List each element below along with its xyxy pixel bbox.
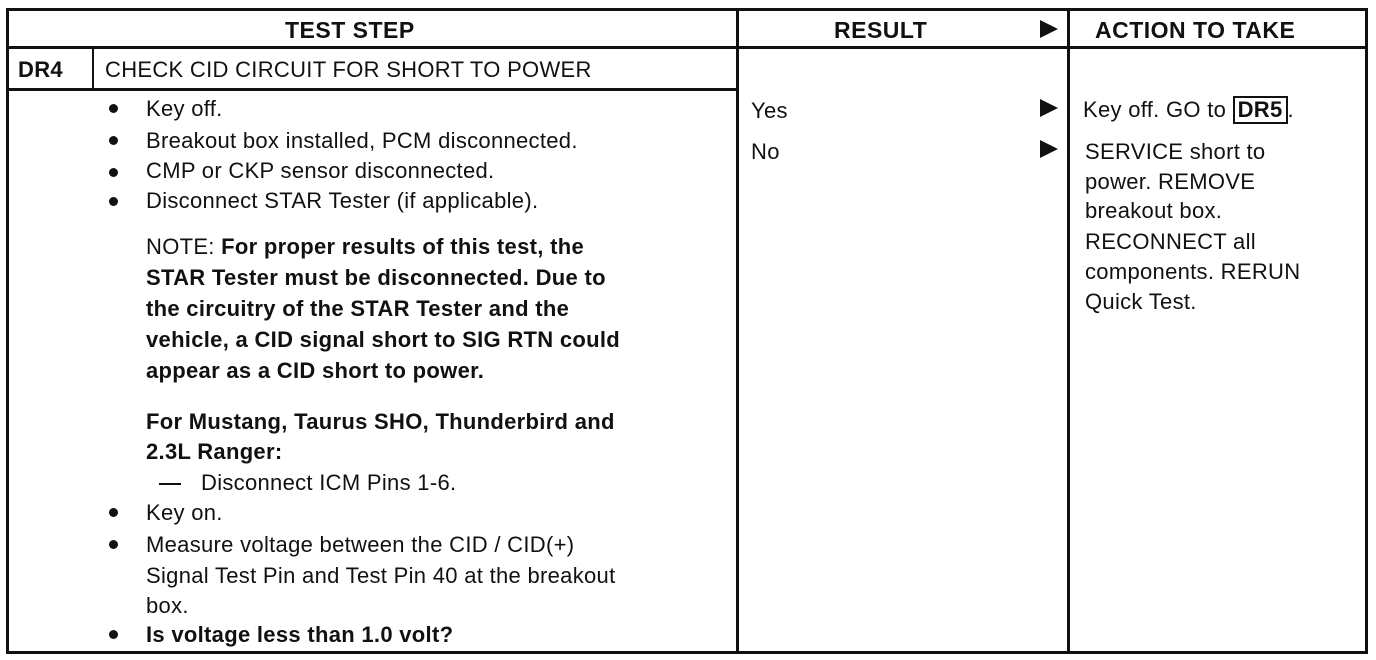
dr5-reference-link[interactable]: DR5 xyxy=(1233,96,1288,124)
instruction-measure-line-2: Signal Test Pin and Test Pin 40 at the breakout xyxy=(146,563,616,588)
result-yes: Yes xyxy=(751,98,788,123)
header-action-to-take: ACTION TO TAKE xyxy=(1095,17,1296,43)
step-title: CHECK CID CIRCUIT FOR SHORT TO POWER xyxy=(105,57,592,82)
instruction-sensor-disconnected: CMP or CKP sensor disconnected. xyxy=(146,158,495,183)
table-bottom-border xyxy=(6,651,1368,654)
instruction-disconnect-star: Disconnect STAR Tester (if applicable). xyxy=(146,188,539,213)
note-line-1 xyxy=(146,232,584,262)
header-arrow-icon xyxy=(1040,20,1058,38)
bullet-icon xyxy=(109,136,118,145)
bullet-icon xyxy=(109,630,118,639)
instruction-breakout-box: Breakout box installed, PCM disconnected. xyxy=(146,128,578,153)
result-no: No xyxy=(751,139,780,164)
action-no-line-5: components. RERUN xyxy=(1085,259,1301,284)
note-line-5: appear as a CID short to power. xyxy=(146,358,485,383)
result-yes-arrow-icon xyxy=(1040,99,1058,117)
instruction-question: Is voltage less than 1.0 volt? xyxy=(146,622,454,647)
column-divider-action xyxy=(1067,8,1070,654)
instruction-disconnect-icm: Disconnect ICM Pins 1-6. xyxy=(201,470,457,495)
header-test-step: TEST STEP xyxy=(285,17,415,43)
bullet-icon xyxy=(109,508,118,517)
note-line-2: STAR Tester must be disconnected. Due to xyxy=(146,265,606,290)
action-no-line-1: SERVICE short to xyxy=(1085,139,1266,164)
table-right-border xyxy=(1365,8,1368,654)
note-line-4: vehicle, a CID signal short to SIG RTN could xyxy=(146,327,621,352)
action-no-line-3: breakout box. xyxy=(1085,198,1223,223)
step-id-divider xyxy=(92,47,94,90)
instruction-key-on: Key on. xyxy=(146,500,223,525)
action-yes xyxy=(1083,95,1294,125)
note-line-3: the circuitry of the STAR Tester and the xyxy=(146,296,570,321)
action-no-line-6: Quick Test. xyxy=(1085,289,1197,314)
bullet-icon xyxy=(109,540,118,549)
instruction-measure-line-1: Measure voltage between the CID / CID(+) xyxy=(146,532,575,557)
result-no-arrow-icon xyxy=(1040,140,1058,158)
bullet-icon xyxy=(109,104,118,113)
models-line-1: For Mustang, Taurus SHO, Thunderbird and xyxy=(146,409,615,434)
step-id: DR4 xyxy=(18,57,63,82)
action-no-line-4: RECONNECT all xyxy=(1085,229,1256,254)
table-left-border xyxy=(6,8,9,654)
step-title-bottom-rule xyxy=(6,88,738,91)
column-divider-result xyxy=(736,8,739,654)
note-text: For proper results of this test, the xyxy=(221,234,584,259)
header-result: RESULT xyxy=(834,17,928,43)
table-top-border xyxy=(6,8,1368,11)
bullet-icon xyxy=(109,168,118,177)
bullet-icon xyxy=(109,197,118,206)
instruction-key-off: Key off. xyxy=(146,96,223,121)
models-line-2: 2.3L Ranger: xyxy=(146,439,283,464)
action-yes-period: . xyxy=(1287,97,1294,122)
action-yes-text: Key off. GO to xyxy=(1083,97,1233,122)
action-no-line-2: power. REMOVE xyxy=(1085,169,1256,194)
note-label: NOTE: xyxy=(146,234,222,259)
header-bottom-rule xyxy=(6,46,1368,49)
instruction-measure-line-3: box. xyxy=(146,593,189,618)
dash-icon xyxy=(159,483,181,485)
